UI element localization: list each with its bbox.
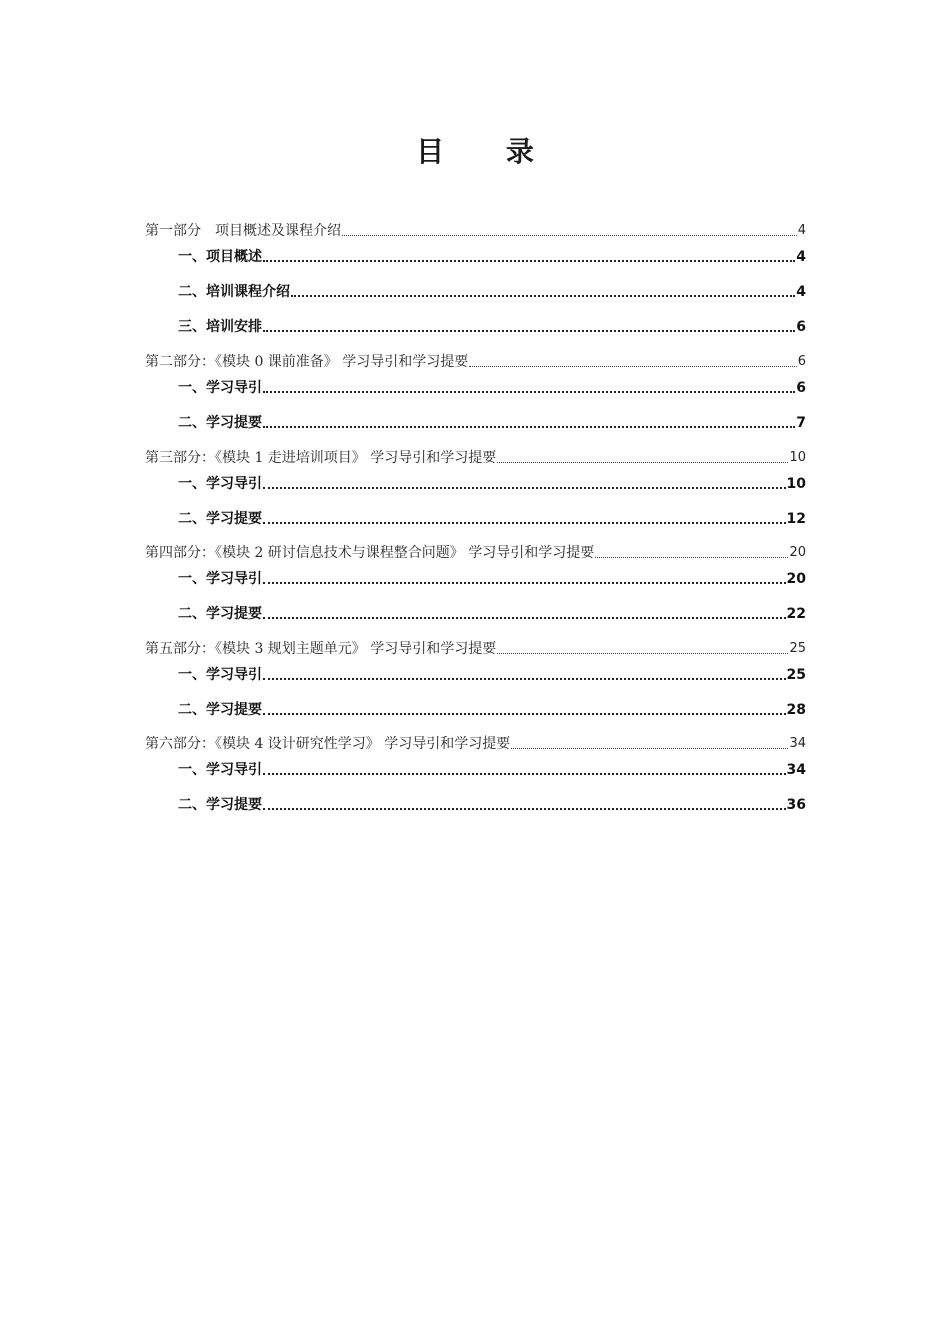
dot-leader <box>342 235 797 236</box>
toc-entry-section[interactable] <box>178 508 806 528</box>
dot-leader <box>263 260 795 262</box>
toc-entry-text: 一、学习导引 <box>178 667 262 683</box>
toc-entry-section[interactable] <box>178 603 806 623</box>
toc-entry-part-5[interactable] <box>145 638 806 658</box>
dot-leader <box>263 487 786 489</box>
toc-entry-section[interactable] <box>178 759 806 779</box>
toc-entry-text: 第一部分 项目概述及课程介绍 <box>145 223 341 239</box>
dot-leader <box>263 522 786 524</box>
toc-entry-text: 第四部分：《模块 2 研讨信息技术与课程整合问题》 学习导引和学习提要 <box>145 545 595 561</box>
toc-entry-section[interactable] <box>178 664 806 684</box>
toc-entry-part-2[interactable] <box>145 351 806 371</box>
toc-page-number: 10 <box>786 476 806 492</box>
toc-entry-section[interactable] <box>178 316 806 336</box>
toc-entry-text: 二、培训课程介绍 <box>178 284 290 300</box>
dot-leader <box>263 391 795 393</box>
toc-page-number: 34 <box>789 736 806 751</box>
toc-entry-text: 第六部分：《模块 4 设计研究性学习》 学习导引和学习提要 <box>145 736 511 752</box>
dot-leader <box>263 330 795 332</box>
toc-entry-section[interactable] <box>178 281 806 301</box>
dot-leader <box>263 773 786 775</box>
toc-entry-section[interactable] <box>178 699 806 719</box>
dot-leader <box>595 557 788 558</box>
toc-entry-text: 第二部分：《模块 0 课前准备》 学习导引和学习提要 <box>145 354 469 370</box>
toc-entry-text: 二、学习提要 <box>178 415 262 431</box>
dot-leader <box>263 582 786 584</box>
toc-entry-section[interactable] <box>178 246 806 266</box>
dot-leader <box>263 808 786 810</box>
toc-page-number: 4 <box>797 223 806 238</box>
dot-leader <box>263 713 786 715</box>
toc-page-number: 12 <box>786 511 806 527</box>
toc-entry-text: 一、项目概述 <box>178 249 262 265</box>
toc-entry-text: 二、学习提要 <box>178 606 262 622</box>
toc-page-number: 25 <box>786 667 806 683</box>
toc-page-number: 22 <box>786 606 806 622</box>
toc-page-number: 6 <box>796 319 806 335</box>
toc-page-number: 10 <box>789 450 806 465</box>
toc-page-number: 4 <box>796 284 806 300</box>
toc-page-number: 7 <box>796 415 806 431</box>
toc-page-number: 25 <box>789 641 806 656</box>
toc-entry-text: 二、学习提要 <box>178 797 262 813</box>
toc-entry-text: 一、学习导引 <box>178 476 262 492</box>
dot-leader <box>263 678 786 680</box>
toc-entry-part-1[interactable] <box>145 220 806 240</box>
toc-page-number: 4 <box>796 249 806 265</box>
toc-entry-part-6[interactable] <box>145 733 806 753</box>
dot-leader <box>497 653 788 654</box>
toc-title: 目 录 <box>416 135 560 168</box>
toc-entry-text: 第三部分：《模块 1 走进培训项目》 学习导引和学习提要 <box>145 450 497 466</box>
toc-page-number: 6 <box>796 380 806 396</box>
toc-entry-section[interactable] <box>178 794 806 814</box>
toc-entry-text: 一、学习导引 <box>178 380 262 396</box>
toc-page-number: 34 <box>786 762 806 778</box>
toc-entry-text: 二、学习提要 <box>178 511 262 527</box>
toc-page-number: 20 <box>789 545 806 560</box>
toc-entry-section[interactable] <box>178 568 806 588</box>
dot-leader <box>511 748 788 749</box>
toc-entry-section[interactable] <box>178 412 806 432</box>
toc-entry-section[interactable] <box>178 473 806 493</box>
toc-page-number: 6 <box>797 354 806 369</box>
toc-entry-part-3[interactable] <box>145 447 806 467</box>
toc-entry-text: 二、学习提要 <box>178 702 262 718</box>
toc-entry-text: 三、培训安排 <box>178 319 262 335</box>
toc-entry-text: 一、学习导引 <box>178 571 262 587</box>
toc-entry-section[interactable] <box>178 377 806 397</box>
dot-leader <box>263 617 786 619</box>
toc-page-number: 20 <box>786 571 806 587</box>
toc-page-number: 28 <box>786 702 806 718</box>
dot-leader <box>469 366 796 367</box>
toc-page-number: 36 <box>786 797 806 813</box>
dot-leader <box>497 462 788 463</box>
toc-list <box>145 0 806 1344</box>
toc-entry-text: 一、学习导引 <box>178 762 262 778</box>
toc-entry-text: 第五部分：《模块 3 规划主题单元》 学习导引和学习提要 <box>145 641 497 657</box>
dot-leader <box>291 295 795 297</box>
dot-leader <box>263 426 795 428</box>
toc-entry-part-4[interactable] <box>145 542 806 562</box>
